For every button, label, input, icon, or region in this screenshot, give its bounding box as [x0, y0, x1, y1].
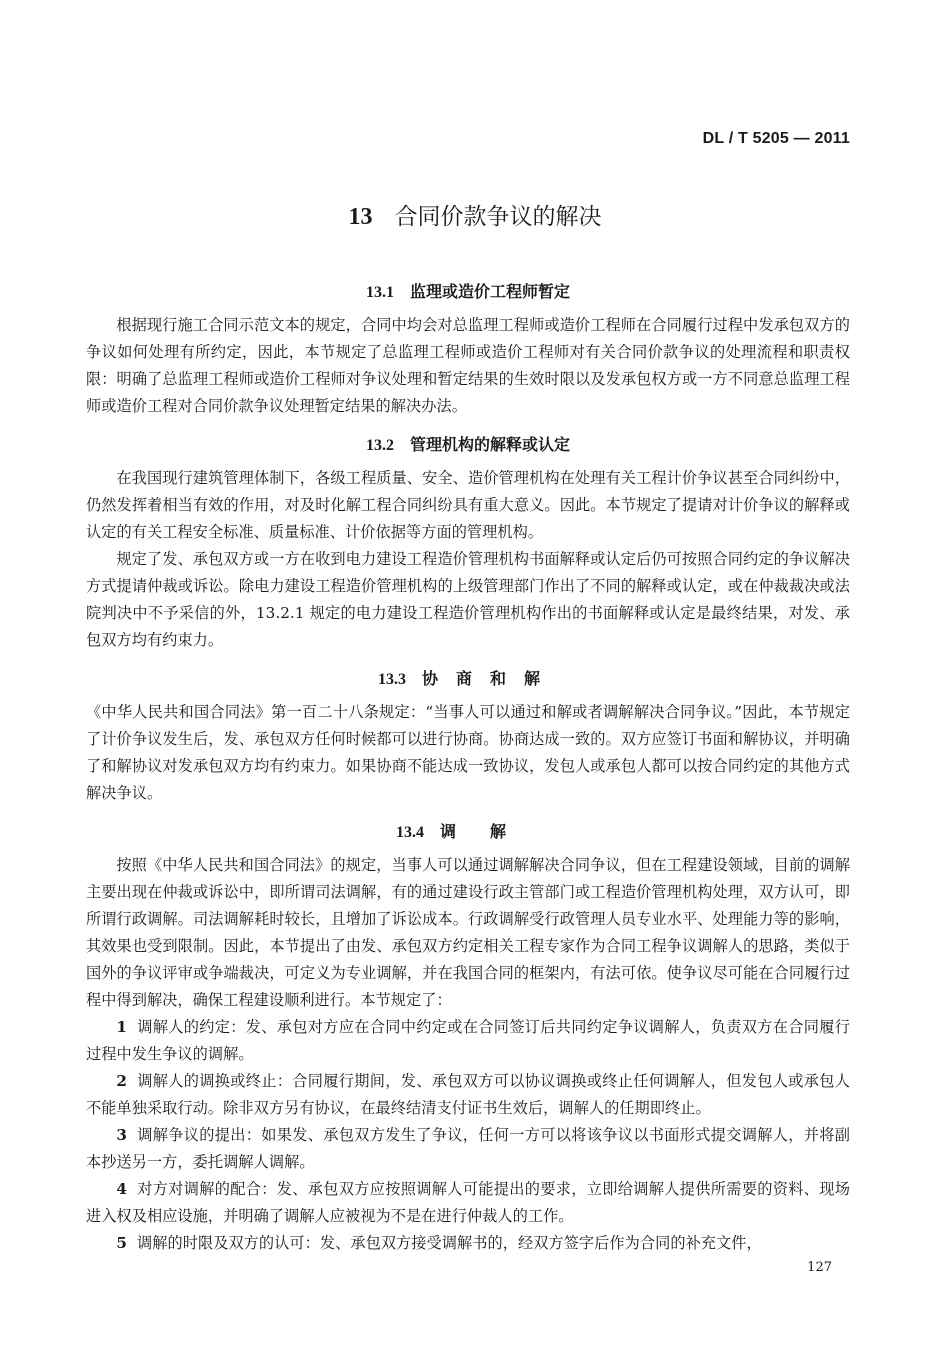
- chapter-title-text: 合同价款争议的解决: [394, 204, 602, 230]
- paragraph: 在我国现行建筑管理体制下，各级工程质量、安全、造价管理机构在处理有关工程计价争议甚至合同纠纷中，仍然发挥着相当有效的作用，对及时化解工程合同纠纷具有重大意义。因此。本节规定了提请对计价争议的解释或认定的有关工程安全标准、质量标准、计价依据等方面的管理机构。: [86, 469, 850, 541]
- chapter-number: 13: [348, 204, 373, 230]
- section-title-13-1: 13.1 监理或造价工程师暂定: [365, 282, 570, 301]
- list-item: 4 对方对调解的配合：发、承包双方应按照调解人可能提出的要求，立即给调解人提供所需要的资料、现场进入权及相应设施，并明确了调解人应被视为不是在进行仲裁人的工作。: [86, 1180, 850, 1225]
- paragraph: 规定了发、承包双方或一方在收到电力建设工程造价管理机构书面解释或认定后仍可按照合同约定的争议解决方式提请仲裁或诉讼。除电力建设工程造价管理机构的上级管理部门作出了不同的解释或认定，或在仲裁裁决或法院判决中不予采信的外，13.2.1 规定的电力建设工程造价管理机构作出的书面解释或认定是最终结果，对发、承包双方均有约束力。: [86, 550, 850, 649]
- list-item: 1 调解人的约定：发、承包对方应在合同中约定或在合同签订后共同约定争议调解人，负责双方在合同履行过程中发生争议的调解。: [86, 1018, 850, 1063]
- section-title-13-2: 13.2 管理机构的解释或认定: [365, 435, 570, 454]
- section-title-13-3: 13.3 协商和解: [377, 669, 558, 688]
- paragraph: 按照《中华人民共和国合同法》的规定，当事人可以通过调解解决合同争议，但在工程建设领域，目前的调解主要出现在仲裁或诉讼中，即所谓司法调解，有的通过建设行政主管部门或工程造价管理机构处理，双方认可，即所谓行政调解。司法调解耗时较长，且增加了诉讼成本。行政调解受行政管理人员专业水平、处理能力等的影响，其效果也受到限制。因此，本节提出了由发、承包双方约定相关工程专家作为合同工程争议调解人的思路，类似于国外的争议评审或争端裁决，可定义为专业调解，并在我国合同的框架内，有法可依。使争议尽可能在合同履行过程中得到解决，确保工程建设顺利进行。本节规定了：: [86, 856, 850, 1009]
- paragraph: 根据现行施工合同示范文本的规定，合同中均会对总监理工程师或造价工程师在合同履行过程中发承包双方的争议如何处理有所约定，因此，本节规定了总监理工程师或造价工程师对有关合同价款争议的处理流程和职责权限：明确了总监理工程师或造价工程师对争议处理和暂定结果的生效时限以及发承包权方或一方不同意总监理工程师或造价工程对合同价款争议处理暂定结果的解决办法。: [86, 316, 850, 415]
- chapter-title: [0, 198, 950, 231]
- list-item: 5 调解的时限及双方的认可：发、承包双方接受调解书的，经双方签字后作为合同的补充文件，: [116, 1234, 762, 1252]
- main-content: [86, 272, 850, 1257]
- paragraph: 《中华人民共和国合同法》第一百二十八条规定：“当事人可以通过和解或者调解解决合同争议。”因此，本节规定了计价争议发生后，发、承包双方任何时候都可以进行协商。协商达成一致的。双方应签订书面和解协议，并明确了和解协议对发承包双方均有约束力。如果协商不能达成一致协议，发包人或承包人都可以按合同约定的其他方式解决争议。: [86, 703, 850, 802]
- list-item: 3 调解争议的提出：如果发、承包双方发生了争议，任何一方可以将该争议以书面形式提交调解人，并将副本抄送另一方，委托调解人调解。: [86, 1126, 850, 1171]
- standard-code: DL / T 5205 — 2011: [702, 130, 850, 147]
- section-title-13-4: 13.4 调解: [395, 822, 540, 841]
- list-item: 2 调解人的调换或终止：合同履行期间，发、承包双方可以协议调换或终止任何调解人，但发包人或承包人不能单独采取行动。除非双方另有协议，在最终结清支付证书生效后，调解人的任期即终止。: [86, 1072, 850, 1117]
- page-number: 127: [807, 1260, 832, 1275]
